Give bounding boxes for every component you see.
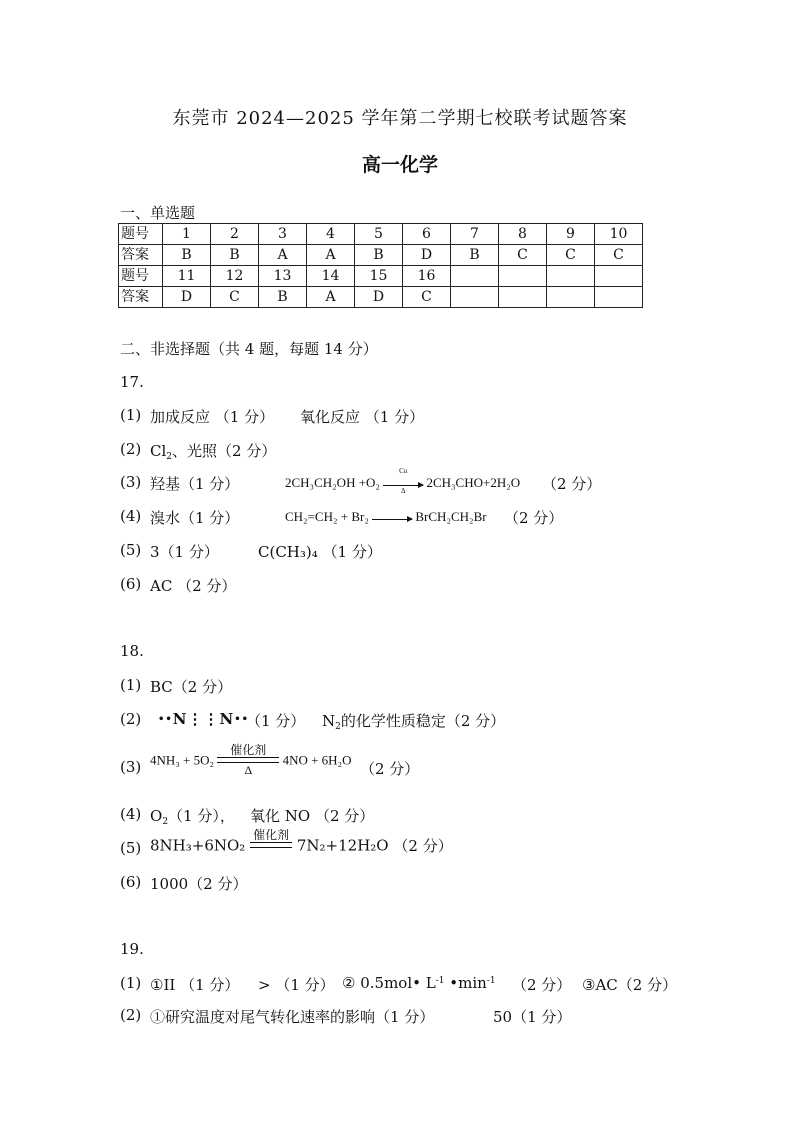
table-cell: C xyxy=(403,287,451,308)
table-cell: 1 xyxy=(163,224,211,245)
reaction-equals: 催化剂 xyxy=(250,829,292,862)
electron-formula: ••N⋮⋮N•• xyxy=(158,710,250,728)
answer-text: BC（2 分） xyxy=(150,678,233,696)
table-cell: C xyxy=(499,245,547,266)
answer-text: ② 0.5mol• $L^{-1}$ $•\min^{-1}$ xyxy=(342,974,496,992)
table-cell: 15 xyxy=(355,266,403,287)
chemical-equation: CH₂=CH₂ + Br₂ BrCH₂CH₂Br xyxy=(285,509,487,526)
document-subtitle: 高一化学 xyxy=(361,154,438,176)
chemical-equation: 4NH₃ + 5O₂ 催化剂 Δ 4NO + 6H₂O xyxy=(150,743,352,777)
table-row-header: 答案 xyxy=(119,245,163,266)
item-index: (2) xyxy=(120,440,142,458)
table-cell: C xyxy=(547,245,595,266)
q17-line-6 xyxy=(120,575,237,595)
document-title: 东莞市 2024—2025 学年第二学期七校联考试题答案 xyxy=(172,108,628,129)
reaction-arrow xyxy=(372,510,412,526)
q17-line-3 xyxy=(120,467,602,496)
score-text: （2 分） xyxy=(504,509,564,527)
answer-text: 氧化反应 （1 分） xyxy=(300,408,425,426)
item-index: (2) xyxy=(120,710,142,728)
q19-line-1 xyxy=(120,974,678,994)
reaction-arrow: $\frac{Cu}{\Delta}$ xyxy=(383,476,423,492)
q19-line-2 xyxy=(120,1006,572,1026)
score-text: （1 分） xyxy=(246,712,306,730)
table-cell: 9 xyxy=(547,224,595,245)
section-1-label: 一、单选题 xyxy=(120,204,196,222)
table-cell: 7 xyxy=(451,224,499,245)
answer-text: $Cl_2$、光照（2 分） xyxy=(150,442,277,462)
q17-line-2 xyxy=(120,440,277,462)
item-index: (2) xyxy=(120,1006,142,1024)
answer-text: 氧化 NO （2 分） xyxy=(250,807,375,825)
table-cell xyxy=(451,287,499,308)
answer-text: 50（1 分） xyxy=(493,1008,572,1026)
item-index: (1) xyxy=(120,406,142,424)
answer-table xyxy=(118,223,643,308)
score-text: （2 分） xyxy=(542,475,602,493)
question-17-number: 17. xyxy=(120,373,144,391)
table-cell xyxy=(547,266,595,287)
table-cell: 12 xyxy=(211,266,259,287)
table-cell: 6 xyxy=(403,224,451,245)
q17-line-5 xyxy=(120,541,382,561)
answer-text: ①研究温度对尾气转化速率的影响（1 分） xyxy=(150,1008,435,1026)
table-cell: B xyxy=(163,245,211,266)
answer-text: ①II （1 分） xyxy=(150,976,240,994)
table-row-header: 题号 xyxy=(119,266,163,287)
table-row xyxy=(119,287,643,308)
item-index: (3) xyxy=(120,758,142,776)
answer-text: $N_2$的化学性质稳定（2 分） xyxy=(322,712,506,732)
table-cell: 5 xyxy=(355,224,403,245)
table-cell xyxy=(595,287,643,308)
table-cell xyxy=(499,287,547,308)
item-index: (1) xyxy=(120,974,142,992)
chemical-equation: 2CH₃CH₂OH +O₂ $\frac{Cu}{\Delta}$ 2CH₃CHO+2H₂O xyxy=(285,467,521,496)
table-cell: C xyxy=(211,287,259,308)
answer-text: AC （2 分） xyxy=(150,577,237,595)
table-cell xyxy=(499,266,547,287)
table-cell: A xyxy=(307,287,355,308)
table-row xyxy=(119,266,643,287)
item-index: (6) xyxy=(120,575,142,593)
answer-text: $O_2(1$ 分）， xyxy=(150,807,235,827)
answer-text: 3（1 分） xyxy=(150,543,219,561)
answer-text: 加成反应 （1 分） xyxy=(150,408,275,426)
q18-line-6 xyxy=(120,873,248,893)
table-row xyxy=(119,245,643,266)
q18-line-5 xyxy=(120,828,453,857)
chemical-equation: 8NH₃+6NO₂ 催化剂 7N₂+12H₂O （2 分） xyxy=(150,829,453,862)
table-cell: C xyxy=(595,245,643,266)
item-index: (1) xyxy=(120,676,142,694)
item-index: (4) xyxy=(120,507,142,525)
item-index: (5) xyxy=(120,839,142,857)
q17-line-1 xyxy=(120,406,425,426)
table-cell: D xyxy=(403,245,451,266)
answer-text: ③AC（2 分） xyxy=(582,976,678,994)
answer-text: 溴水（1 分） xyxy=(150,509,240,527)
q18-line-4 xyxy=(120,805,375,827)
table-cell: A xyxy=(307,245,355,266)
table-cell xyxy=(451,266,499,287)
question-18-number: 18. xyxy=(120,642,144,660)
table-cell: B xyxy=(259,287,307,308)
table-cell: 16 xyxy=(403,266,451,287)
q18-line-2 xyxy=(120,710,506,732)
score-text: （2 分） xyxy=(360,760,420,778)
answer-text: > （1 分） xyxy=(258,976,335,994)
score-text: （2 分） xyxy=(512,976,572,994)
table-row xyxy=(119,224,643,245)
table-cell: 11 xyxy=(163,266,211,287)
table-cell: 10 xyxy=(595,224,643,245)
table-cell: 2 xyxy=(211,224,259,245)
table-cell: D xyxy=(355,287,403,308)
item-index: (3) xyxy=(120,473,142,491)
table-cell xyxy=(547,287,595,308)
item-index: (4) xyxy=(120,805,142,823)
table-cell: B xyxy=(355,245,403,266)
table-cell: 14 xyxy=(307,266,355,287)
table-cell xyxy=(595,266,643,287)
q18-line-1 xyxy=(120,676,233,696)
table-cell: A xyxy=(259,245,307,266)
table-cell: 13 xyxy=(259,266,307,287)
answer-text: 1000（2 分） xyxy=(150,875,248,893)
q17-line-4 xyxy=(120,507,564,527)
table-row-header: 答案 xyxy=(119,287,163,308)
table-cell: D xyxy=(163,287,211,308)
q18-line-3 xyxy=(120,743,420,778)
question-19-number: 19. xyxy=(120,940,144,958)
item-index: (6) xyxy=(120,873,142,891)
table-cell: B xyxy=(211,245,259,266)
table-cell: 8 xyxy=(499,224,547,245)
table-cell: 3 xyxy=(259,224,307,245)
section-2-label: 二、非选择题（共 4 题，每题 14 分） xyxy=(120,340,378,358)
table-cell: 4 xyxy=(307,224,355,245)
table-cell: B xyxy=(451,245,499,266)
table-row-header: 题号 xyxy=(119,224,163,245)
item-index: (5) xyxy=(120,541,142,559)
answer-text: 羟基（1 分） xyxy=(150,475,240,493)
answer-text: C(CH₃)₄ （1 分） xyxy=(258,543,382,561)
reaction-equals: 催化剂 Δ xyxy=(217,744,279,777)
